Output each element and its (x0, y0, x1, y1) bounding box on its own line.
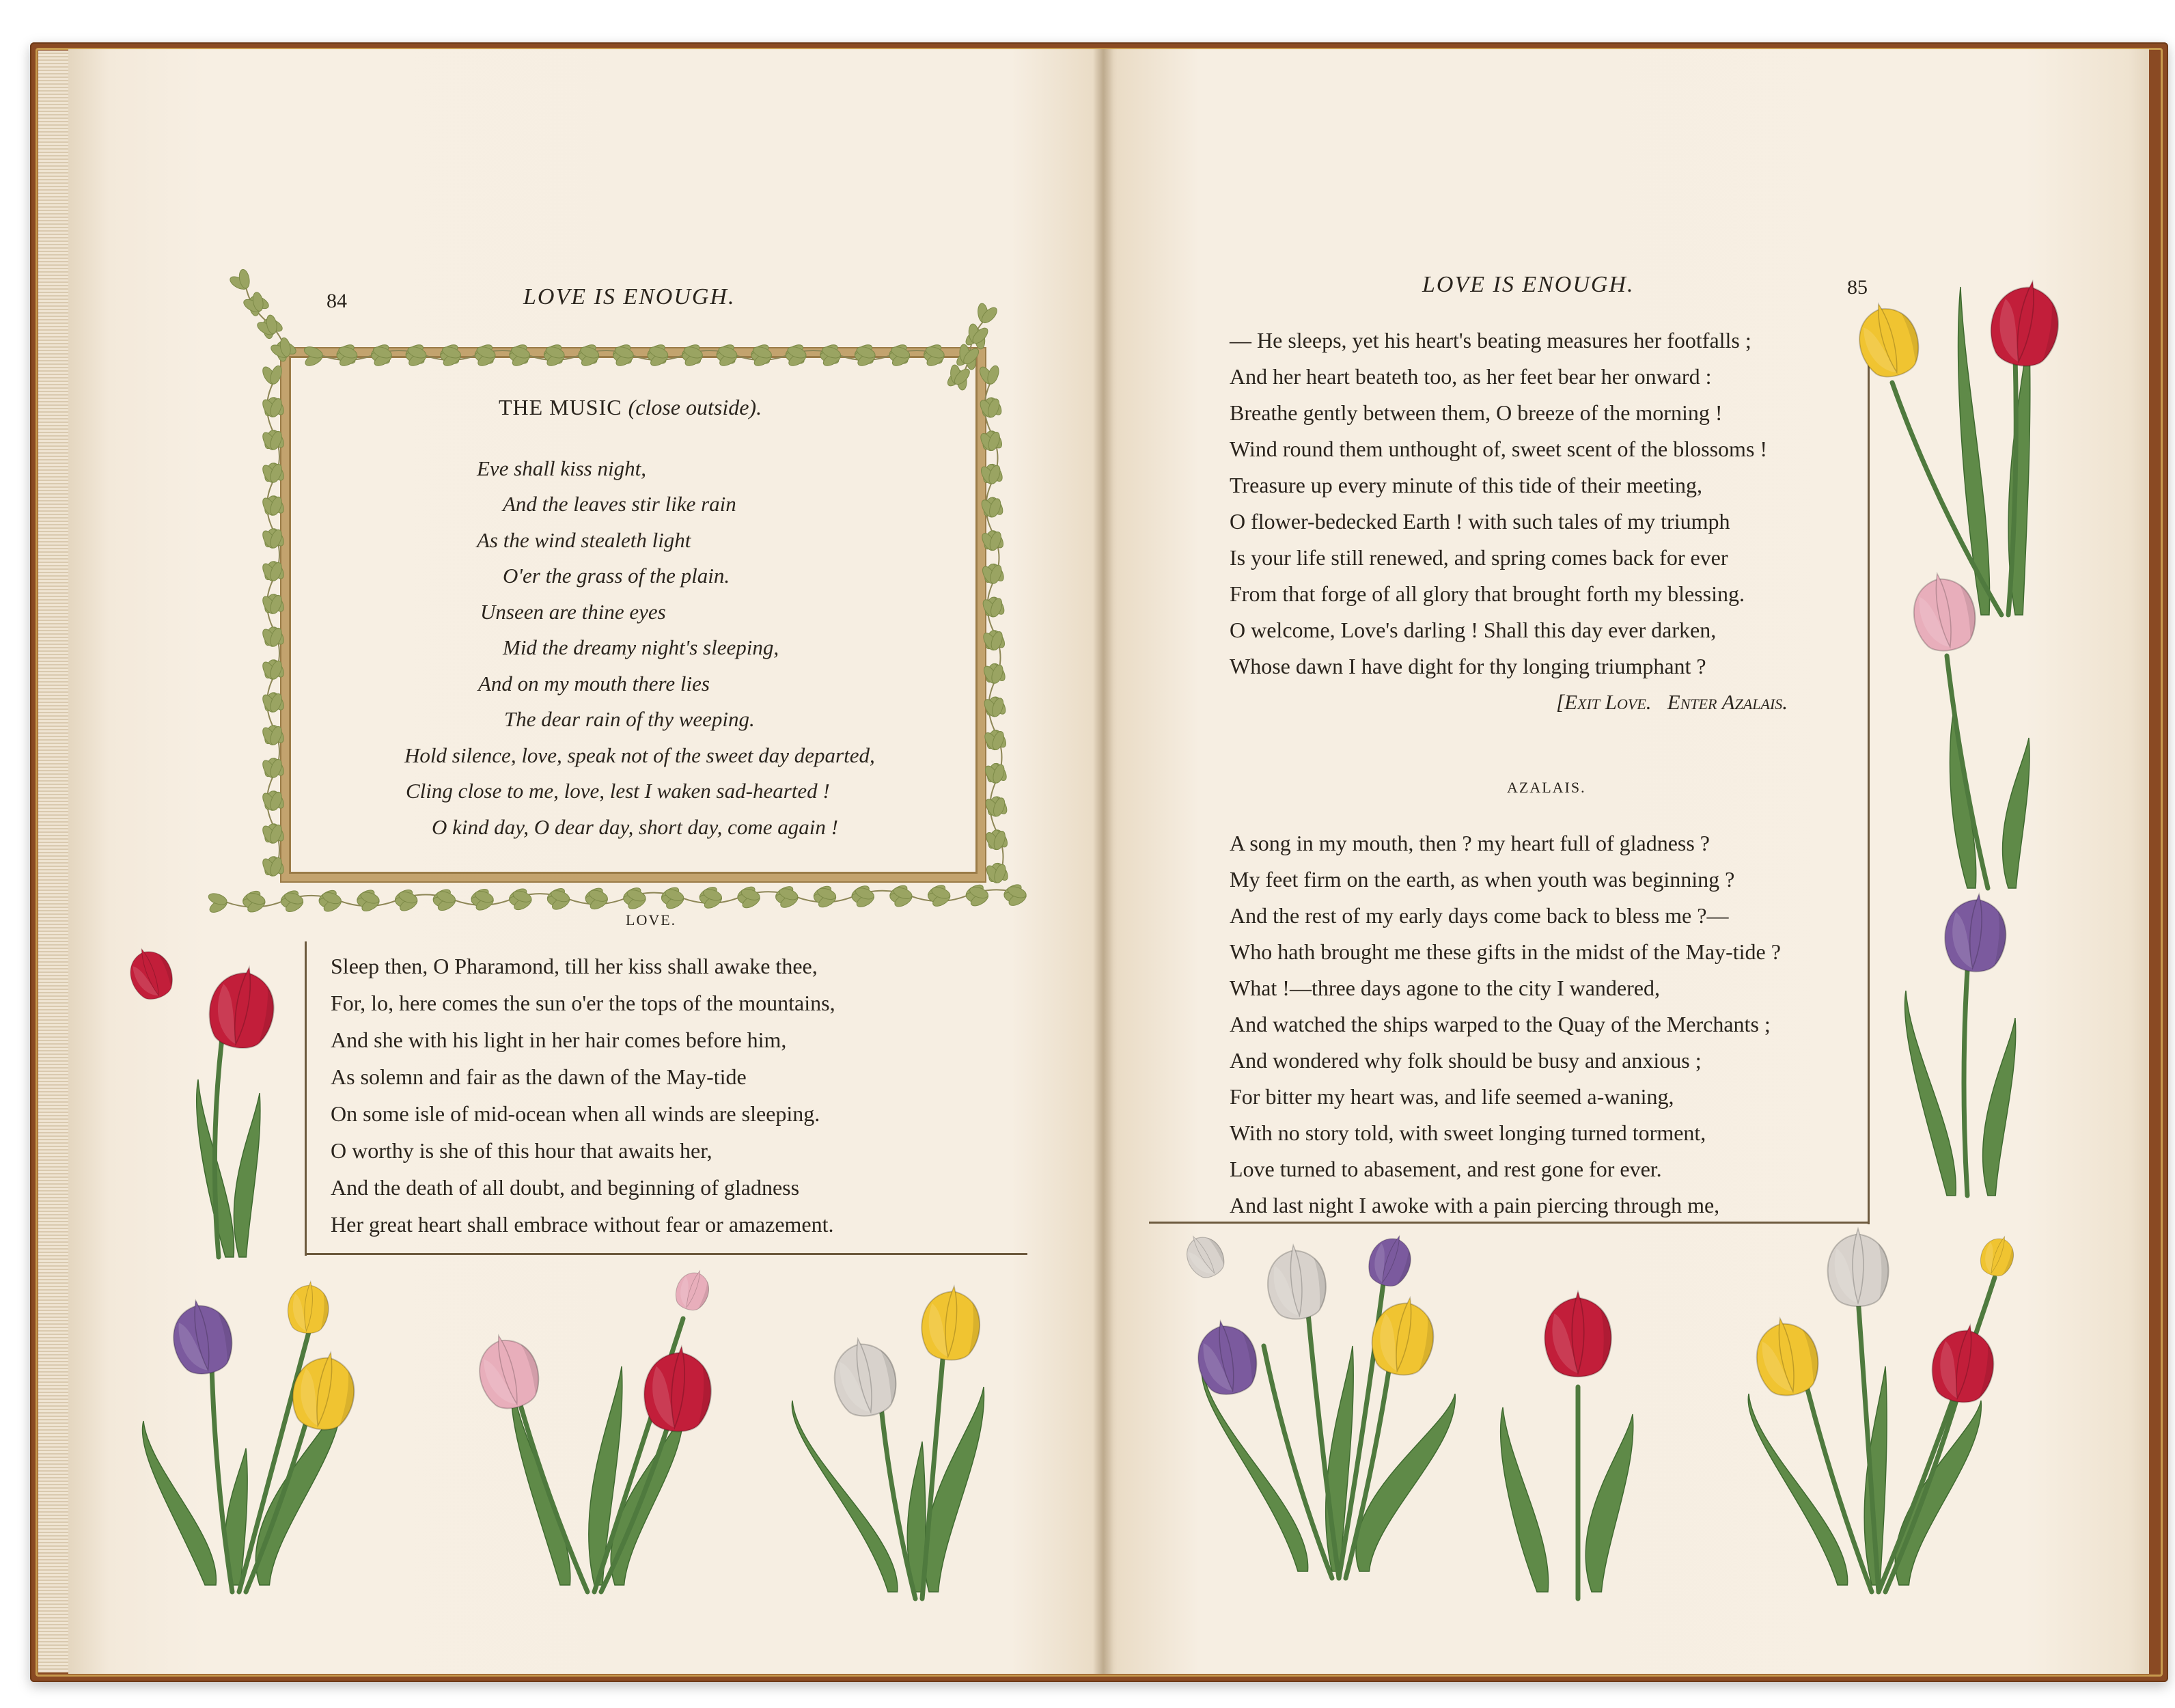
speech-line: Her great heart shall embrace without fear or amazement. (331, 1212, 834, 1237)
song-line: And the leaves stir like rain (503, 492, 736, 516)
speech-line: On some isle of mid-ocean when all winds are sleeping. (331, 1101, 820, 1126)
love-line: Is your life still renewed, and spring comes back for ever (1230, 545, 1728, 570)
purple-tulip (167, 1295, 238, 1379)
love-line: Breathe gently between them, O breeze of the morning ! (1230, 400, 1723, 425)
pink-tulip-bud (671, 1265, 715, 1314)
white-tulip (828, 1333, 902, 1420)
azalais-line: Love turned to abasement, and rest gone for ever. (1230, 1157, 1662, 1181)
tulip-leaf (142, 1421, 216, 1585)
yellow-tulip-bud (1976, 1231, 2020, 1280)
speech-line: And the death of all doubt, and beginning of gladness (331, 1175, 800, 1200)
purple-tulip-bud (1363, 1229, 1419, 1292)
song-line: As the wind stealeth light (477, 528, 691, 552)
tulip-leaf (1904, 991, 1956, 1196)
red-tulip (204, 961, 281, 1053)
love-line: Wind round them unthought of, sweet scent of the blossoms ! (1230, 437, 1768, 461)
tulip-leaf (1585, 1414, 1633, 1592)
music-heading-text: THE MUSIC (499, 395, 622, 419)
love-line: And her heart beateth too, as her feet bear her onward : (1230, 364, 1712, 389)
speaker-love: LOVE. (626, 911, 677, 928)
red-tulip (1927, 1320, 2001, 1407)
tulip-leaf (234, 1093, 260, 1257)
tulip-leaf (1356, 1394, 1455, 1571)
love-line: O flower-bedecked Earth ! with such tales of my triumph (1230, 509, 1730, 534)
running-head-left: LOVE IS ENOUGH. (523, 284, 736, 309)
love-line: From that forge of all glory that brought forth my blessing. (1230, 581, 1745, 606)
tulip-stem (1964, 970, 1967, 1196)
love-line: O welcome, Love's darling ! Shall this day ever darken, (1230, 618, 1717, 642)
red-tulip (1544, 1291, 1612, 1377)
white-tulip (1828, 1228, 1889, 1306)
song-line: Cling close to me, love, lest I waken sad-hearted ! (406, 779, 830, 803)
speech-line: Sleep then, O Pharamond, till her kiss shall awake thee, (331, 954, 818, 978)
music-heading-note: (close outside). (628, 395, 762, 419)
page-number-left: 84 (327, 290, 347, 312)
song-line: O'er the grass of the plain. (503, 564, 730, 588)
tulip-leaf (1501, 1407, 1549, 1592)
stage-direction-exit: [Exit Love. (1556, 690, 1652, 714)
azalais-line: My feet firm on the earth, as when youth was beginning ? (1230, 867, 1735, 892)
song-line: Hold silence, love, speak not of the sweet day departed, (404, 743, 875, 767)
love-line: — He sleeps, yet his heart's beating measures her footfalls ; (1230, 328, 1751, 353)
running-head-right: LOVE IS ENOUGH. (1422, 272, 1635, 297)
yellow-tulip (1851, 296, 1926, 383)
tulip-stem (212, 1366, 232, 1592)
azalais-line: And watched the ships warped to the Quay of the Merchants ; (1230, 1012, 1771, 1036)
yellow-tulip (288, 1347, 361, 1435)
red-tulip (641, 1343, 715, 1434)
speech-line: For, lo, here comes the sun o'er the tops of the mountains, (331, 991, 835, 1015)
red-tulip-bud (122, 941, 178, 1004)
tulip-stem (1305, 1278, 1339, 1578)
azalais-line: And last night I awoke with a pain piercing through me, (1230, 1193, 1720, 1217)
red-tulip (1985, 275, 2066, 371)
azalais-line: A song in my mouth, then ? my heart full of gladness ? (1230, 831, 1710, 855)
tulip-leaf (1326, 1346, 1354, 1571)
song-line: O kind day, O dear day, short day, come again ! (432, 815, 838, 839)
white-tulip-bud (1178, 1227, 1231, 1283)
pink-tulip (1907, 568, 1981, 655)
azalais-line: Who hath brought me these gifts in the midst of the May-tide ? (1230, 939, 1781, 964)
tulip-stem (1879, 1278, 1995, 1592)
song-line: And on my mouth there lies (478, 672, 710, 695)
speech-line: As solemn and fair as the dawn of the May-tide (331, 1064, 747, 1089)
speech-line: And she with his light in her hair comes before him, (331, 1028, 787, 1052)
azalais-line: For bitter my heart was, and life seemed a-waning, (1230, 1084, 1674, 1109)
tulip-leaf (1950, 711, 1976, 888)
song-line: Mid the dreamy night's sleeping, (503, 635, 779, 659)
tulip-leaf (1895, 1401, 1981, 1585)
tulip-leaf (1983, 1018, 2016, 1196)
azalais-line: What !—three days agone to the city I wandered, (1230, 976, 1660, 1000)
purple-tulip (1192, 1316, 1262, 1399)
tulip-leaf (1202, 1366, 1307, 1571)
song-line: The dear rain of thy weeping. (504, 707, 755, 731)
speaker-azalais: AZALAIS. (1507, 779, 1586, 796)
song-line: Unseen are thine eyes (480, 600, 666, 624)
love-line: Whose dawn I have dight for thy longing triumphant ? (1230, 654, 1706, 678)
page-number-right: 85 (1847, 276, 1868, 299)
white-tulip (1264, 1243, 1329, 1322)
pink-tulip (471, 1327, 546, 1414)
stage-direction-enter: Enter Azalais. (1667, 690, 1788, 714)
azalais-line: With no story told, with sweet longing turned torment, (1230, 1120, 1706, 1145)
love-line: Treasure up every minute of this tide of their meeting, (1230, 473, 1702, 497)
yellow-tulip-bud (286, 1280, 331, 1335)
yellow-tulip (919, 1284, 984, 1363)
azalais-line: And wondered why folk should be busy and anxious ; (1230, 1048, 1702, 1073)
tulip-leaf (2003, 738, 2030, 888)
yellow-tulip (1750, 1312, 1824, 1400)
song-line: Eve shall kiss night, (477, 456, 646, 480)
speech-line: O worthy is she of this hour that awaits her, (331, 1138, 712, 1163)
tulip-leaf (1748, 1394, 1847, 1585)
azalais-line: And the rest of my early days come back to bless me ?— (1230, 903, 1729, 928)
yellow-tulip (1367, 1293, 1441, 1380)
purple-tulip (1942, 892, 2010, 974)
